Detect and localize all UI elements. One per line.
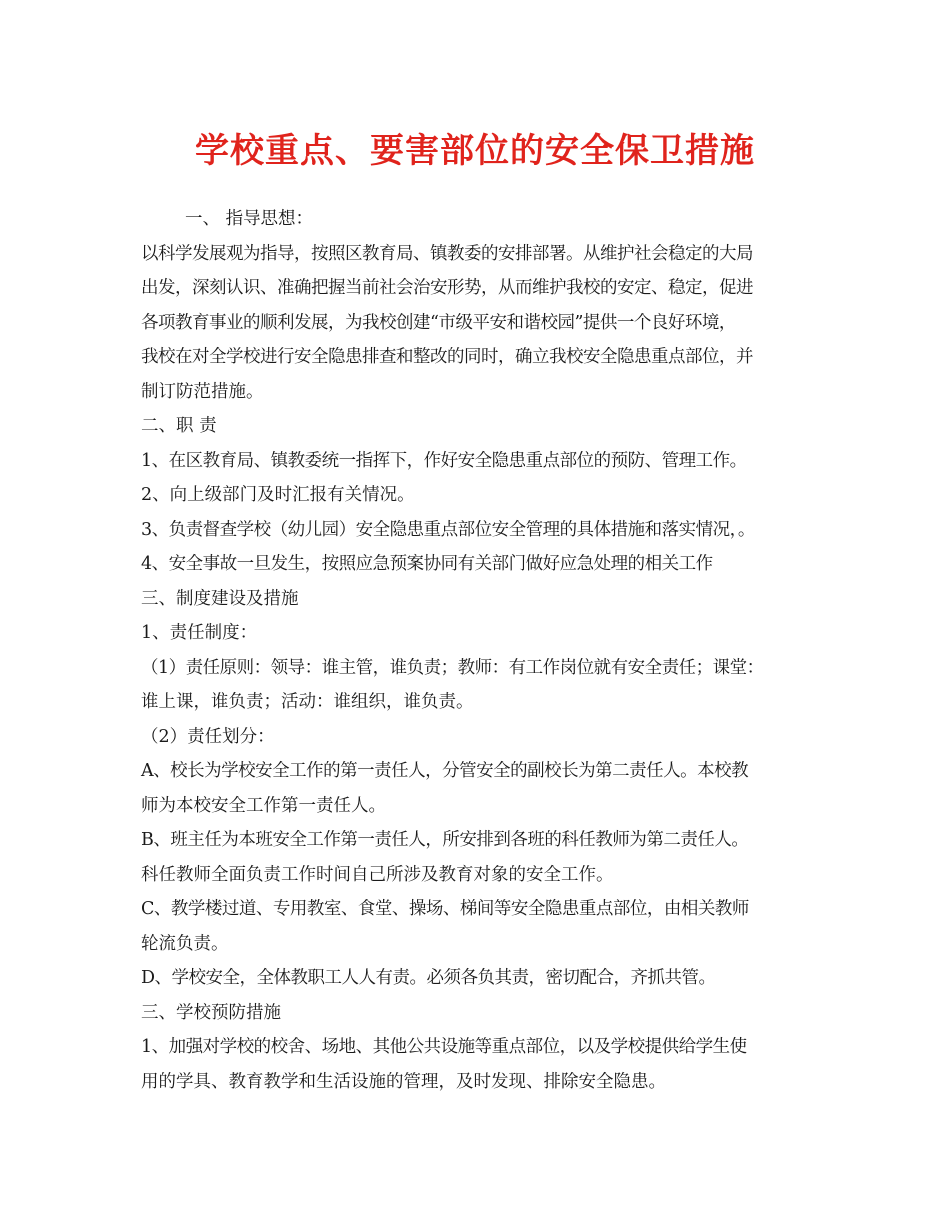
paragraph-line: 制订防范措施。 <box>141 381 264 402</box>
section-heading-guiding-ideology: 一、 指导思想： <box>185 209 314 229</box>
document-body <box>141 202 821 1099</box>
list-item: 2、向上级部门及时汇报有关情况。 <box>141 485 415 505</box>
paragraph-line: （1）责任原则：领导：谁主管，谁负责；教师：有工作岗位就有安全责任；课堂： <box>141 657 764 678</box>
section-heading-duties: 二、职 责 <box>141 416 217 436</box>
paragraph-line: B、班主任为本班安全工作第一责任人，所安排到各班的科任教师为第二责任人。 <box>141 830 749 850</box>
paragraph-line: 1、加强对学校的校舍、场地、其他公共设施等重点部位，以及学校提供给学生使 <box>141 1037 747 1057</box>
subsection-heading: 1、责任制度： <box>141 623 258 643</box>
section-heading-prevention: 三、学校预防措施 <box>141 1002 281 1023</box>
list-item: 4、安全事故一旦发生，按照应急预案协同有关部门做好应急处理的相关工作 <box>141 554 713 574</box>
paragraph-line: 师为本校安全工作第一责任人。 <box>141 795 386 816</box>
paragraph-line: D、学校安全，全体教职工人人有责。必须各负其责，密切配合，齐抓共管。 <box>141 968 716 988</box>
paragraph-line: 我校在对全学校进行安全隐患排查和整改的同时，确立我校安全隐患重点部位，并 <box>141 347 753 367</box>
subsection-heading: （2）责任划分： <box>141 726 275 747</box>
paragraph-line: 谁上课，谁负责；活动：谁组织，谁负责。 <box>141 692 474 712</box>
list-item: 1、在区教育局、镇教委统一指挥下，作好安全隐患重点部位的预防、管理工作。 <box>141 450 747 471</box>
paragraph-line: 用的学具、教育教学和生活设施的管理，及时发现、排除安全隐患。 <box>141 1071 666 1092</box>
section-heading-system-building: 三、制度建设及措施 <box>141 588 299 609</box>
paragraph-line: 出发，深刻认识、准确把握当前社会治安形势，从而维护我校的安定、稳定，促进 <box>141 278 753 298</box>
paragraph-line: A、校长为学校安全工作的第一责任人，分管安全的副校长为第二责任人。本校教 <box>141 761 749 781</box>
paragraph-line: 以科学发展观为指导，按照区教育局、镇教委的安排部署。从维护社会稳定的大局 <box>141 243 753 264</box>
paragraph-line: 科任教师全面负责工作时间自己所涉及教育对象的安全工作。 <box>141 864 614 885</box>
paragraph-line: 各项教育事业的顺利发展，为我校创建“市级平安和谐校园”提供一个良好环境， <box>141 312 736 333</box>
document-title: 学校重点、要害部位的安全保卫措施 <box>195 131 755 171</box>
list-item: 3、负责督查学校（幼儿园）安全隐患重点部位安全管理的具体措施和落实情况，。 <box>141 519 755 540</box>
paragraph-line: C、教学楼过道、专用教室、食堂、操场、梯间等安全隐患重点部位，由相关教师 <box>141 899 749 919</box>
paragraph-line: 轮流负责。 <box>141 933 229 954</box>
